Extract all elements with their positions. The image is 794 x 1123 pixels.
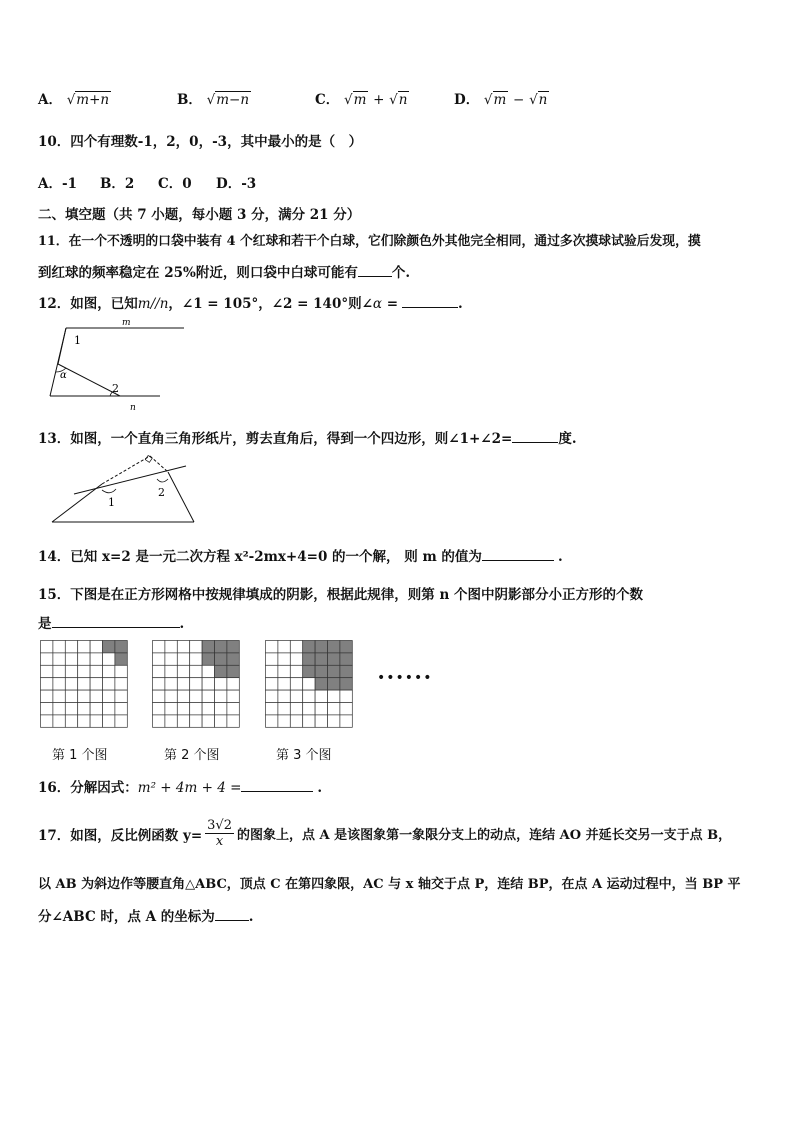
grid-cell bbox=[90, 641, 102, 653]
sqrt-sign: √ bbox=[389, 92, 398, 108]
q14-stem bbox=[38, 545, 563, 565]
answer-blank bbox=[402, 295, 458, 308]
q16-text: 16．分解因式： bbox=[38, 780, 138, 796]
grid-cell bbox=[53, 653, 65, 665]
fraction bbox=[205, 818, 234, 849]
q12-end: . bbox=[458, 296, 463, 312]
grid-cell bbox=[65, 665, 77, 677]
grid-cell bbox=[165, 715, 177, 727]
grid-cell bbox=[115, 703, 127, 715]
grid-cell bbox=[53, 703, 65, 715]
q15-figure-1 bbox=[40, 640, 128, 728]
grid-cell bbox=[177, 690, 189, 702]
grid-cell bbox=[78, 690, 90, 702]
grid-cell bbox=[103, 653, 115, 665]
q13-text: 13．如图，一个直角三角形纸片，剪去直角后，得到一个四边形，则∠1+∠2= bbox=[38, 431, 513, 447]
grid-cell bbox=[115, 690, 127, 702]
q9-option-c bbox=[315, 88, 409, 108]
grid-cell bbox=[266, 665, 278, 677]
grid-cell bbox=[165, 653, 177, 665]
grid-cell bbox=[78, 653, 90, 665]
grid-cell-shaded bbox=[340, 653, 352, 665]
grid-cell bbox=[227, 678, 239, 690]
grid-cell bbox=[41, 690, 53, 702]
grid-cell-shaded bbox=[315, 653, 327, 665]
grid-cell-shaded bbox=[328, 665, 340, 677]
label-2: 2 bbox=[158, 486, 165, 499]
grid-cell bbox=[340, 690, 352, 702]
grid-cell bbox=[103, 715, 115, 727]
label-m: m bbox=[122, 318, 131, 328]
option-label: C． bbox=[315, 92, 340, 108]
fraction-numerator: 3√2 bbox=[207, 818, 232, 833]
sqrt-sign: √ bbox=[206, 92, 216, 108]
grid-cell-shaded bbox=[215, 641, 227, 653]
grid-cell-shaded bbox=[215, 665, 227, 677]
option-label: D． bbox=[454, 92, 480, 108]
q11-end: 个. bbox=[391, 265, 411, 281]
grid-cell bbox=[315, 715, 327, 727]
grid-cell bbox=[41, 703, 53, 715]
grid-cell bbox=[202, 715, 214, 727]
grid-cell bbox=[153, 703, 165, 715]
grid-cell-shaded bbox=[103, 641, 115, 653]
option-label: A． bbox=[38, 92, 62, 108]
q12-text: ，∠1 = 105°，∠2 = 140°则∠ bbox=[168, 296, 373, 312]
grid-cell bbox=[41, 665, 53, 677]
q15-figure-3 bbox=[265, 640, 353, 728]
grid-cell bbox=[303, 678, 315, 690]
triangle-right-lower bbox=[168, 472, 194, 522]
grid-cell-shaded bbox=[315, 678, 327, 690]
grid-cell bbox=[153, 641, 165, 653]
removed-left-edge bbox=[102, 456, 150, 484]
grid-cell-shaded bbox=[115, 653, 127, 665]
grid-cell bbox=[65, 690, 77, 702]
caption-figure-1: 第 1 个图 bbox=[52, 748, 108, 763]
parallel-expr: m//n bbox=[137, 296, 169, 312]
grid-cell bbox=[266, 641, 278, 653]
grid-cell bbox=[90, 678, 102, 690]
grid-cell bbox=[65, 653, 77, 665]
q13-end: 度. bbox=[558, 431, 577, 447]
grid-cell bbox=[215, 690, 227, 702]
grid-cell bbox=[227, 703, 239, 715]
label-2: 2 bbox=[112, 382, 119, 395]
grid-cell bbox=[78, 715, 90, 727]
grid-cell-shaded bbox=[328, 653, 340, 665]
q15-figure-2 bbox=[152, 640, 240, 728]
grid-cell bbox=[153, 690, 165, 702]
grid-cell-shaded bbox=[315, 665, 327, 677]
grid-cell bbox=[190, 703, 202, 715]
grid-cell-shaded bbox=[215, 653, 227, 665]
q17-line2: 以 AB 为斜边作等腰直角△ABC，顶点 C 在第四象限，AC 与 x 轴交于点 P，连结 BP，在点 A 运动过程中，当 BP 平 bbox=[38, 877, 741, 892]
grid-cell bbox=[215, 715, 227, 727]
grid-cell bbox=[78, 703, 90, 715]
q13-figure bbox=[46, 452, 206, 528]
grid-cell bbox=[190, 678, 202, 690]
q17-text: 的图象上，点 A 是该图象第一象限分支上的动点，连结 AO 并延长交另一支于点 B， bbox=[236, 828, 732, 843]
radicand: m bbox=[353, 92, 367, 108]
q12-stem bbox=[38, 292, 463, 312]
grid-cell bbox=[177, 678, 189, 690]
label-alpha: α bbox=[60, 370, 67, 381]
grid-cell-shaded bbox=[115, 641, 127, 653]
grid-cell bbox=[153, 715, 165, 727]
grid-cell bbox=[78, 678, 90, 690]
grid-cell-shaded bbox=[202, 653, 214, 665]
angle-arc-2 bbox=[157, 479, 168, 482]
q12-figure bbox=[44, 316, 194, 416]
label-1: 1 bbox=[108, 496, 115, 509]
q10-option-d: D．-3 bbox=[216, 176, 257, 192]
grid-cell bbox=[165, 703, 177, 715]
grid-cell bbox=[215, 703, 227, 715]
grid-cell-shaded bbox=[227, 653, 239, 665]
grid-cell bbox=[115, 665, 127, 677]
radicand: n bbox=[398, 92, 408, 108]
q17-line1 bbox=[38, 818, 731, 849]
radicand: n bbox=[538, 92, 548, 108]
grid-cell bbox=[115, 678, 127, 690]
grid-cell bbox=[278, 690, 290, 702]
alpha-symbol: α bbox=[372, 296, 383, 312]
grid-cell bbox=[90, 703, 102, 715]
grid-cell bbox=[290, 665, 302, 677]
q15-line2 bbox=[38, 612, 184, 632]
grid-cell-shaded bbox=[315, 641, 327, 653]
grid-cell bbox=[53, 665, 65, 677]
sqrt-sign: √ bbox=[343, 92, 353, 108]
grid-cell bbox=[103, 678, 115, 690]
grid-cell bbox=[328, 703, 340, 715]
grid-cell bbox=[290, 653, 302, 665]
operator: + bbox=[373, 92, 385, 108]
bend-segment-upper bbox=[58, 328, 66, 364]
grid-cell-shaded bbox=[340, 665, 352, 677]
grid-cell bbox=[266, 690, 278, 702]
grid-cell bbox=[266, 703, 278, 715]
grid-cell bbox=[290, 690, 302, 702]
grid-cell-shaded bbox=[227, 665, 239, 677]
q16-end: . bbox=[317, 780, 323, 796]
cut-line bbox=[74, 466, 186, 494]
grid-cell bbox=[202, 690, 214, 702]
q17-line3 bbox=[38, 905, 253, 925]
grid-cell bbox=[215, 678, 227, 690]
sqrt-sign: √ bbox=[483, 92, 493, 108]
grid-cell bbox=[202, 678, 214, 690]
grid-cell bbox=[190, 665, 202, 677]
grid-cell-shaded bbox=[202, 641, 214, 653]
section-title: 二、填空题（共 7 小题，每小题 3 分，满分 21 分） bbox=[38, 207, 361, 223]
grid-cell bbox=[278, 641, 290, 653]
angle-arc-1 bbox=[102, 489, 116, 493]
q15-line1: 15．下图是在正方形网格中按规律填成的阴影，根据此规律，则第 n 个图中阴影部分小正方形的个数 bbox=[38, 587, 644, 603]
q14-end: . bbox=[557, 549, 563, 565]
grid-cell bbox=[65, 715, 77, 727]
grid-cell bbox=[266, 678, 278, 690]
caption-figure-3: 第 3 个图 bbox=[276, 748, 332, 763]
q16-stem bbox=[38, 776, 322, 796]
grid-cell-shaded bbox=[340, 678, 352, 690]
grid-cell bbox=[153, 665, 165, 677]
grid-cell bbox=[41, 678, 53, 690]
q12-text: = bbox=[382, 296, 399, 312]
operator: − bbox=[513, 92, 525, 108]
grid-cell bbox=[303, 703, 315, 715]
q14-text: 14．已知 x=2 是一元二次方程 x²-2mx+4=0 的一个解， 则 m 的值为 bbox=[38, 549, 482, 565]
q15-end: . bbox=[179, 616, 185, 632]
answer-blank bbox=[52, 615, 180, 628]
grid-cell bbox=[177, 665, 189, 677]
q11-line2 bbox=[38, 261, 410, 281]
q10-option-c: C．0 bbox=[158, 176, 192, 192]
grid-cell bbox=[103, 690, 115, 702]
grid-cell bbox=[65, 678, 77, 690]
grid-cell bbox=[290, 715, 302, 727]
grid-cell-shaded bbox=[328, 641, 340, 653]
grid-cell bbox=[90, 690, 102, 702]
grid-cell bbox=[278, 653, 290, 665]
grid-cell bbox=[103, 665, 115, 677]
grid-cell bbox=[78, 665, 90, 677]
grid-cell bbox=[177, 715, 189, 727]
triangle-left-lower bbox=[52, 484, 102, 522]
grid-cell bbox=[53, 715, 65, 727]
grid-cell-shaded bbox=[227, 641, 239, 653]
grid-cell bbox=[41, 641, 53, 653]
grid-cell bbox=[78, 641, 90, 653]
grid-cell bbox=[290, 703, 302, 715]
answer-blank bbox=[482, 548, 554, 561]
grid-cell bbox=[165, 678, 177, 690]
grid-cell bbox=[41, 653, 53, 665]
radicand: m+n bbox=[76, 92, 110, 108]
grid-cell bbox=[290, 641, 302, 653]
grid-cell bbox=[90, 715, 102, 727]
grid-cell bbox=[190, 690, 202, 702]
grid-cell bbox=[90, 665, 102, 677]
grid-cell bbox=[266, 653, 278, 665]
grid-cell bbox=[202, 703, 214, 715]
grid-cell bbox=[278, 703, 290, 715]
answer-blank bbox=[241, 779, 313, 792]
grid-cell bbox=[278, 665, 290, 677]
option-label: B． bbox=[177, 92, 202, 108]
removed-right-edge bbox=[150, 456, 168, 472]
grid-cell bbox=[278, 715, 290, 727]
grid-cell bbox=[315, 690, 327, 702]
grid-cell bbox=[165, 641, 177, 653]
grid-cell bbox=[177, 703, 189, 715]
q13-stem bbox=[38, 427, 577, 447]
grid-cell bbox=[278, 678, 290, 690]
grid-cell bbox=[53, 641, 65, 653]
grid-cell bbox=[53, 690, 65, 702]
q15-text: 是 bbox=[38, 616, 52, 632]
grid-cell bbox=[340, 703, 352, 715]
q9-option-a bbox=[38, 88, 111, 108]
grid-cell bbox=[190, 715, 202, 727]
grid-cell bbox=[41, 715, 53, 727]
grid-cell bbox=[177, 653, 189, 665]
grid-cell bbox=[328, 690, 340, 702]
q11-text: 到红球的频率稳定在 25%附近，则口袋中白球可能有 bbox=[38, 265, 358, 281]
grid-cell bbox=[227, 690, 239, 702]
grid-cell bbox=[328, 715, 340, 727]
grid-cell-shaded bbox=[328, 678, 340, 690]
q9-option-b bbox=[177, 88, 251, 108]
grid-cell bbox=[202, 665, 214, 677]
grid-cell-shaded bbox=[303, 665, 315, 677]
q17-text: 分∠ABC 时，点 A 的坐标为 bbox=[38, 909, 215, 925]
grid-cell bbox=[290, 678, 302, 690]
grid-cell bbox=[315, 703, 327, 715]
q16-expr: m² + 4m + 4 = bbox=[137, 780, 242, 796]
grid-cell bbox=[227, 715, 239, 727]
grid-cell bbox=[153, 653, 165, 665]
label-1: 1 bbox=[74, 334, 81, 347]
answer-blank bbox=[512, 430, 558, 443]
grid-cell-shaded bbox=[340, 641, 352, 653]
grid-cell bbox=[65, 703, 77, 715]
answer-blank bbox=[358, 264, 392, 277]
sqrt-sign: √ bbox=[529, 92, 538, 108]
grid-cell bbox=[303, 690, 315, 702]
ellipsis-dots: •••••• bbox=[377, 670, 433, 686]
grid-cell bbox=[53, 678, 65, 690]
grid-cell-shaded bbox=[303, 641, 315, 653]
grid-cell-shaded bbox=[303, 653, 315, 665]
q17-text: 17．如图，反比例函数 y= bbox=[38, 827, 203, 844]
q12-text: 12．如图，已知 bbox=[38, 296, 138, 312]
radicand: m bbox=[493, 92, 507, 108]
label-n: n bbox=[130, 403, 136, 413]
grid-cell bbox=[165, 665, 177, 677]
grid-cell bbox=[190, 653, 202, 665]
grid-cell bbox=[303, 715, 315, 727]
answer-blank bbox=[215, 908, 249, 921]
q9-option-d bbox=[454, 88, 549, 108]
q10-stem: 10．四个有理数-1，2，0，-3，其中最小的是（ ） bbox=[38, 134, 363, 150]
grid-cell bbox=[65, 641, 77, 653]
radicand: m−n bbox=[216, 92, 250, 108]
q11-line1: 11．在一个不透明的口袋中装有 4 个红球和若干个白球，它们除颜色外其他完全相同，通过多次摸球试验后发现，摸 bbox=[38, 234, 701, 249]
q17-end: . bbox=[248, 909, 254, 925]
q10-option-a: A．-1 bbox=[38, 176, 77, 192]
grid-cell bbox=[340, 715, 352, 727]
grid-cell bbox=[103, 703, 115, 715]
caption-figure-2: 第 2 个图 bbox=[164, 748, 220, 763]
fraction-denominator: x bbox=[215, 834, 224, 849]
sqrt-sign: √ bbox=[66, 92, 76, 108]
grid-cell bbox=[177, 641, 189, 653]
bend-segment-lower bbox=[58, 364, 120, 396]
grid-cell bbox=[115, 715, 127, 727]
grid-cell bbox=[190, 641, 202, 653]
grid-cell bbox=[266, 715, 278, 727]
q10-option-b: B．2 bbox=[100, 176, 135, 192]
grid-cell bbox=[90, 653, 102, 665]
grid-cell bbox=[165, 690, 177, 702]
grid-cell bbox=[153, 678, 165, 690]
